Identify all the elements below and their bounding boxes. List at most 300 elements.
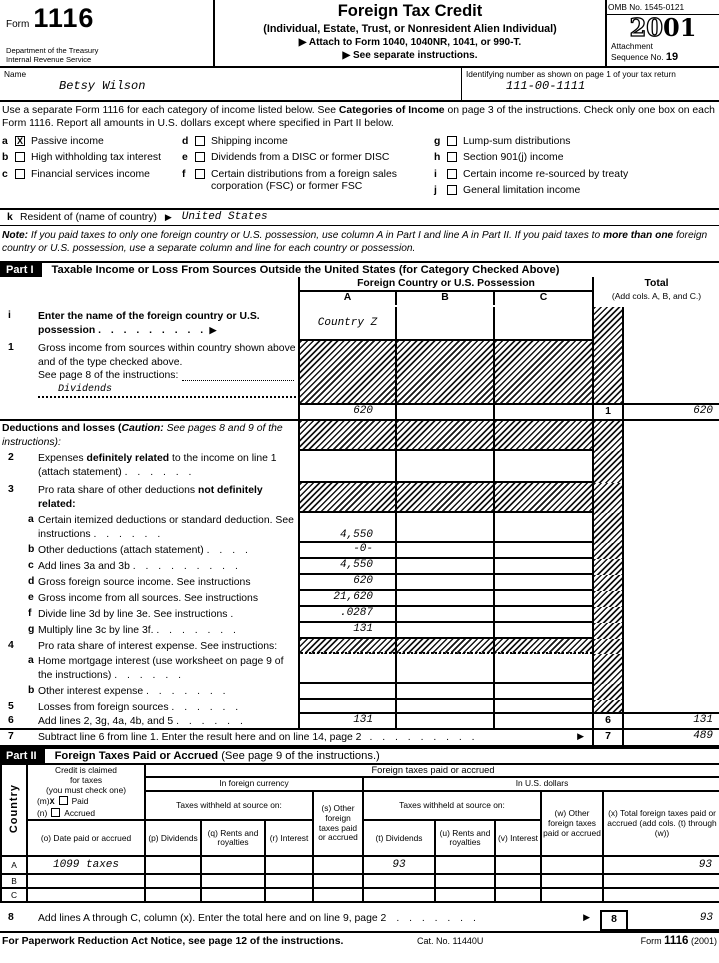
line-2-desc <box>0 451 298 483</box>
line-7-row <box>0 730 719 747</box>
line-8-text <box>38 912 600 931</box>
intro-pre: Use a separate Form 1116 for each category of income listed below. See <box>2 105 337 116</box>
hatched-strip <box>592 451 622 483</box>
line-3-row <box>0 483 719 513</box>
line-5-label: Losses from foreign sources <box>38 702 169 714</box>
line-3a-desc <box>0 513 298 543</box>
block-strip <box>592 307 622 419</box>
line-2-dots: . . . . . . <box>124 466 195 478</box>
row-a-r-input[interactable] <box>265 856 313 874</box>
line-3d-value-a[interactable]: 620 <box>298 575 395 591</box>
total-empty-area <box>622 700 719 714</box>
line-3e-text <box>38 592 298 607</box>
sequence-line <box>611 51 719 65</box>
line-3c-value-c[interactable] <box>493 559 592 575</box>
line-4-label: Pro rata share of interest expense. See instructions: <box>38 641 278 653</box>
line-6-value-b[interactable] <box>395 714 493 728</box>
line-3-pre: Pro rata share of other deductions <box>38 485 196 497</box>
hatched-strip <box>592 607 622 623</box>
row-b-letter: B <box>1 874 27 888</box>
line-3c-value-a[interactable]: 4,550 <box>298 559 395 575</box>
line-5-dots: . . . . . . <box>171 702 242 714</box>
row-c-q-input[interactable] <box>201 888 265 902</box>
line-i-text <box>38 310 298 342</box>
line-7-dots: . . . . . . . . . <box>369 732 479 744</box>
line-3g-value-c[interactable] <box>493 623 592 639</box>
line-3g-desc <box>0 623 298 639</box>
dotted-leader <box>182 369 294 381</box>
country-vertical-label: Country <box>7 784 20 834</box>
id-input[interactable]: 111-00-1111 <box>506 79 586 93</box>
category-d-letter: d <box>182 135 189 147</box>
line-4a-value-a[interactable] <box>298 654 395 684</box>
category-a-letter: a <box>2 135 8 147</box>
row-c-s-input[interactable] <box>313 888 363 902</box>
hatched-area <box>493 639 592 654</box>
foreign-country-group-header <box>298 277 592 307</box>
line-1-desc <box>0 342 298 398</box>
row-c-v-input[interactable] <box>495 888 541 902</box>
line-k-number: k <box>7 211 13 223</box>
line-6-desc <box>0 714 298 728</box>
row-a-t-input[interactable]: 93 <box>363 856 435 874</box>
line-1-value-b[interactable] <box>397 403 493 419</box>
tax-year-prefix: 20 <box>629 13 663 42</box>
total-empty-area <box>622 639 719 654</box>
line-3b-value-b[interactable] <box>395 543 493 559</box>
line-3f-value-c[interactable] <box>493 607 592 623</box>
category-g-checkbox[interactable] <box>447 136 457 146</box>
row-a-date-input[interactable]: 1099 taxes <box>27 856 145 874</box>
total-empty-area <box>622 559 719 575</box>
line-3f-label: Divide line 3d by line 3e. See instructions <box>38 609 228 621</box>
row-c-r-input[interactable] <box>265 888 313 902</box>
attachment-label: Attachment <box>611 41 653 51</box>
line-2-value-a[interactable] <box>298 451 395 483</box>
line-7-number: 7 <box>8 731 14 743</box>
category-j-checkbox[interactable] <box>447 185 457 195</box>
line-3g-text <box>38 624 298 639</box>
line-3e-row <box>0 591 719 607</box>
block-col-c <box>493 307 592 419</box>
note-paragraph <box>0 226 719 262</box>
line-3f-desc <box>0 607 298 623</box>
category-g-label: Lump-sum distributions <box>463 135 571 147</box>
right-arrow-icon: ▶ <box>209 324 217 335</box>
row-b-r-input[interactable] <box>265 874 313 888</box>
category-d-checkbox[interactable] <box>195 136 205 146</box>
row-b-q-input[interactable] <box>201 874 265 888</box>
row-b-v-input[interactable] <box>495 874 541 888</box>
note-bold-1: Note: <box>2 229 29 241</box>
line-6-number: 6 <box>8 715 14 727</box>
line-3a-label: Certain itemized deductions or standard deduction. See instructions <box>38 515 294 540</box>
line-3c-value-b[interactable] <box>395 559 493 575</box>
row-c-p-input[interactable] <box>145 888 201 902</box>
line-4b-desc <box>0 684 298 700</box>
foreign-country-group-title: Foreign Country or U.S. Possession <box>300 277 592 292</box>
line-4b-number: b <box>28 685 35 697</box>
part2-bar <box>0 747 719 763</box>
line-k-input[interactable]: United States <box>181 211 268 224</box>
hatched-area <box>495 341 592 403</box>
total-empty-area <box>622 684 719 700</box>
line-6-dots: . . . . . . <box>176 716 247 728</box>
category-j <box>434 185 717 197</box>
hatched-area <box>397 341 493 403</box>
part1-title: Taxable Income or Loss From Sources Outside the United States (for Category Checked Above) <box>51 264 560 277</box>
line-3f-row <box>0 607 719 623</box>
total-empty-area <box>622 591 719 607</box>
line-3d-desc <box>0 575 298 591</box>
part1-bar <box>0 261 719 277</box>
line-3a-value-a[interactable]: 4,550 <box>339 529 373 542</box>
line-3e-value-c[interactable] <box>493 591 592 607</box>
category-c-label: Financial services income <box>31 168 150 180</box>
line-3a-row <box>0 513 719 543</box>
deductions-rest: See pages 8 and 9 of <box>166 423 266 435</box>
hatched-strip <box>592 591 622 607</box>
line-3g-value-a[interactable]: 131 <box>298 623 395 639</box>
line-3d-text <box>38 576 298 591</box>
category-g <box>434 136 717 148</box>
line-3f-number: f <box>28 608 32 620</box>
row-b-s-input[interactable] <box>313 874 363 888</box>
line-4a-dots: . . . . . . <box>114 669 185 681</box>
omb-block <box>605 0 719 66</box>
line-3e-value-b[interactable] <box>395 591 493 607</box>
line-k-label: Resident of (name of country) <box>20 211 157 223</box>
line-2-bold: definitely related <box>86 453 170 465</box>
hatched-strip <box>592 513 622 543</box>
category-c <box>2 169 182 181</box>
line-6-value-a[interactable]: 131 <box>298 714 395 728</box>
line-1-text2: See page 8 of the instructions: <box>38 370 179 382</box>
m-mark: X <box>49 797 55 808</box>
line-3c-desc <box>0 559 298 575</box>
col-u-header: (u) Rents and royalties <box>435 820 495 856</box>
column-a-header: A <box>343 292 352 304</box>
name-label: Name <box>4 69 27 79</box>
category-b-checkbox[interactable] <box>15 152 25 162</box>
line-4a-value-b[interactable] <box>395 654 493 684</box>
tax-year <box>607 13 719 42</box>
total-empty-area <box>622 451 719 483</box>
line-3d-row <box>0 575 719 591</box>
category-b <box>2 152 182 164</box>
agency-treasury: Department of the Treasury <box>6 45 99 55</box>
category-e-checkbox[interactable] <box>195 152 205 162</box>
line-3e-value-a[interactable]: 21,620 <box>298 591 395 607</box>
line-1-box: 1 <box>594 403 622 419</box>
row-b-x-input[interactable] <box>603 874 719 888</box>
line-3c-row <box>0 559 719 575</box>
row-c-t-input[interactable] <box>363 888 435 902</box>
total-empty-area <box>622 654 719 684</box>
row-c-date-input[interactable] <box>27 888 145 902</box>
part1-block-i-1 <box>0 307 719 421</box>
category-e-label: Dividends from a DISC or former DISC <box>211 152 390 164</box>
paid-checkbox[interactable] <box>59 796 68 805</box>
category-h-checkbox[interactable] <box>447 152 457 162</box>
part2-row-b <box>1 874 719 888</box>
total-column-header <box>592 277 719 307</box>
line-7-desc <box>0 730 592 745</box>
form-subtitle: (Individual, Estate, Trust, or Nonresident Alien Individual) <box>263 23 557 35</box>
line-8-total[interactable]: 93 <box>628 910 719 931</box>
row-a-s-input[interactable] <box>313 856 363 874</box>
line-3f-value-a[interactable]: .0287 <box>298 607 395 623</box>
deductions-header-label <box>2 422 298 451</box>
line-4b-text <box>38 685 298 700</box>
category-c-checkbox[interactable] <box>15 169 25 179</box>
hatched-strip <box>592 543 622 559</box>
line-3g-number: g <box>28 624 35 636</box>
identity-row <box>0 68 719 102</box>
line-8-label: Add lines A through C, column (x). Enter the total here and on line 9, page 2 <box>38 913 387 925</box>
line-8-desc <box>0 910 600 931</box>
footer-form-word: Form <box>640 936 662 947</box>
credit-claimed-cell <box>27 764 145 820</box>
column-letters-row <box>300 292 592 305</box>
line-1-text2-row <box>38 369 296 383</box>
intro-paragraph <box>0 102 719 132</box>
country-column-header <box>1 764 27 856</box>
withheld-foreign-header: Taxes withheld at source on: <box>145 791 313 820</box>
line-5-value-c[interactable] <box>493 700 592 714</box>
form-id-block <box>0 0 215 66</box>
line-4-desc <box>0 639 298 654</box>
line-7-total[interactable]: 489 <box>622 730 719 745</box>
col-q-header: (q) Rents and royalties <box>201 820 265 856</box>
part1-column-header <box>0 277 719 307</box>
line-3f-value-b[interactable] <box>395 607 493 623</box>
line-2-row <box>0 451 719 483</box>
name-cell <box>0 68 461 100</box>
sequence-number: 19 <box>665 51 679 64</box>
deductions-header-row <box>0 421 719 451</box>
hatched-area <box>395 421 493 451</box>
country-name-a-input[interactable]: Country Z <box>300 307 395 341</box>
category-column-2 <box>182 136 434 202</box>
paid-checkbox-row <box>29 796 143 807</box>
total-empty-area <box>622 607 719 623</box>
paperwork-notice: For Paperwork Reduction Act Notice, see page 12 of the instructions. <box>2 936 344 948</box>
col-s-header: (s) Other foreign taxes paid or accrued <box>313 791 363 856</box>
line-3c-text <box>38 560 298 575</box>
row-a-p-input[interactable] <box>145 856 201 874</box>
category-e <box>182 152 434 164</box>
col-p-header: (p) Dividends <box>145 820 201 856</box>
accrued-label: Accrued <box>64 808 95 819</box>
category-i-checkbox[interactable] <box>447 169 457 179</box>
country-name-c-input[interactable] <box>495 307 592 341</box>
part1-header-spacer <box>0 277 298 307</box>
line-i-label: Enter the name of the foreign country or U.S. possession <box>38 311 260 336</box>
row-a-q-input[interactable] <box>201 856 265 874</box>
attachment-sequence <box>607 41 719 65</box>
footer-form-number: 1116 <box>664 935 689 948</box>
form-word: Form <box>6 19 30 30</box>
line-3c-dots: . . . . . . . . . <box>132 561 242 573</box>
block-total <box>622 307 719 419</box>
row-a-u-input[interactable] <box>435 856 495 874</box>
line-5-number: 5 <box>8 701 14 713</box>
foreign-currency-span-header: In foreign currency <box>145 777 363 791</box>
footer-form-year: (2001) <box>690 936 717 947</box>
row-c-w-input[interactable] <box>541 888 603 902</box>
catalog-number: Cat. No. 11440U <box>417 936 484 947</box>
hatched-area <box>395 639 493 654</box>
line-3a-value-c[interactable] <box>493 513 592 543</box>
credit-line-1: Credit is claimed <box>55 765 117 776</box>
credit-line-2: for taxes <box>69 775 103 786</box>
line-1-number: 1 <box>8 342 14 354</box>
line-3b-row <box>0 543 719 559</box>
category-column-1 <box>2 136 182 202</box>
category-b-letter: b <box>2 152 9 164</box>
row-b-date-input[interactable] <box>27 874 145 888</box>
line-5-row <box>0 700 719 714</box>
row-b-u-input[interactable] <box>435 874 495 888</box>
note-bold-2: more than one <box>603 229 674 241</box>
col-r-header: (r) Interest <box>265 820 313 856</box>
line-2-number: 2 <box>8 452 14 464</box>
line-5-desc <box>0 700 298 714</box>
line-4a-text <box>38 655 298 684</box>
line-5-value-b[interactable] <box>395 700 493 714</box>
line-1-value-a[interactable]: 620 <box>300 403 395 419</box>
line-6-value-c[interactable] <box>493 714 592 728</box>
line-3g-value-b[interactable] <box>395 623 493 639</box>
line-1-text <box>38 342 298 398</box>
line-6-box: 6 <box>592 714 622 728</box>
line-3-desc <box>0 483 298 513</box>
line-4b-value-c[interactable] <box>493 684 592 700</box>
line-1-text1: Gross income from sources within country shown above and of the type checked above. <box>38 343 296 368</box>
line-2-pre: Expenses <box>38 453 84 465</box>
line-3b-text <box>38 544 298 559</box>
block-col-a <box>298 307 395 419</box>
line-3a-value-b[interactable] <box>395 513 493 543</box>
row-c-x-input[interactable] <box>603 888 719 902</box>
line-4b-dots: . . . . . . . <box>146 686 230 698</box>
category-h-label: Section 901(j) income <box>463 152 564 164</box>
line-4b-value-b[interactable] <box>395 684 493 700</box>
intro-bold: Categories of Income <box>338 105 445 116</box>
line-2-value-b[interactable] <box>395 451 493 483</box>
hatched-area <box>298 483 395 513</box>
line-6-total[interactable]: 131 <box>622 714 719 728</box>
col-w-header: (w) Other foreign taxes paid or accrued <box>541 791 603 856</box>
row-a-x-input[interactable]: 93 <box>603 856 719 874</box>
form-title: Foreign Tax Credit <box>337 2 483 20</box>
line-3b-number: b <box>28 544 35 556</box>
agency-irs: Internal Revenue Service <box>6 54 92 64</box>
credit-line-3: (you must check one) <box>45 785 127 796</box>
line-i-desc <box>0 308 298 342</box>
line-3e-desc <box>0 591 298 607</box>
line-1-total[interactable]: 620 <box>624 403 719 419</box>
accrued-checkbox[interactable] <box>51 808 60 817</box>
category-d-label: Shipping income <box>211 135 288 147</box>
part2-row-a <box>1 856 719 874</box>
category-a-label: Passive income <box>31 135 104 147</box>
line-k-row <box>0 208 719 226</box>
row-b-w-input[interactable] <box>541 874 603 888</box>
category-b-label: High withholding tax interest <box>31 152 161 164</box>
hatched-area <box>493 421 592 451</box>
row-a-w-input[interactable] <box>541 856 603 874</box>
total-sublabel: (Add cols. A, B, and C.) <box>611 291 702 302</box>
line-4a-row <box>0 654 719 684</box>
category-e-letter: e <box>182 152 188 164</box>
row-b-p-input[interactable] <box>145 874 201 888</box>
hatched-strip <box>592 623 622 639</box>
line-3b-dots: . . . . <box>206 545 252 557</box>
line-7-box: 7 <box>592 730 622 745</box>
hatched-strip <box>592 700 622 714</box>
line-4-row <box>0 639 719 654</box>
category-f-checkbox[interactable] <box>195 169 205 179</box>
category-a-mark: X <box>16 135 23 146</box>
col-t-header: (t) Dividends <box>363 820 435 856</box>
form-number: 1116 <box>33 3 95 33</box>
category-column-3 <box>434 136 717 202</box>
line-3a-text <box>38 514 298 543</box>
hatched-strip <box>592 654 622 684</box>
country-name-b-input[interactable] <box>397 307 493 341</box>
hatched-area <box>298 421 395 451</box>
line-4b-value-a[interactable] <box>298 684 395 700</box>
deductions-header-text <box>0 421 298 451</box>
line-1-entry-input[interactable]: Dividends <box>38 383 296 398</box>
block-desc-stack <box>0 307 298 419</box>
row-b-t-input[interactable] <box>363 874 435 888</box>
line-3d-number: d <box>28 576 35 588</box>
line-3a-value-a-cell <box>298 513 395 543</box>
right-arrow-icon: ▶ <box>164 211 172 222</box>
intro-post: on page 3 of the instructions. Check only one box on each Form 1116. Report all amounts in U.S. dollars except where specified in Part II below. <box>2 105 715 130</box>
line-4-number: 4 <box>8 640 14 652</box>
line-3d-value-b[interactable] <box>395 575 493 591</box>
sequence-label: Sequence No. <box>611 52 664 63</box>
row-a-v-input[interactable] <box>495 856 541 874</box>
total-empty-area <box>622 575 719 591</box>
line-3b-value-c[interactable] <box>493 543 592 559</box>
line-3d-value-c[interactable] <box>493 575 592 591</box>
hatched-strip <box>592 559 622 575</box>
line-4b-label: Other interest expense <box>38 686 144 698</box>
row-c-u-input[interactable] <box>435 888 495 902</box>
category-g-letter: g <box>434 135 441 147</box>
col-x-header: (x) Total foreign taxes paid or accrued (add cols. (t) through (w)) <box>603 791 719 856</box>
name-input[interactable]: Betsy Wilson <box>59 79 146 93</box>
line-4a-value-c[interactable] <box>493 654 592 684</box>
accrued-checkbox-row <box>29 808 143 819</box>
m-label: (m) <box>37 796 50 807</box>
category-a-checkbox[interactable] <box>15 136 25 146</box>
line-3f-dots: . <box>230 609 237 621</box>
line-1-value-c[interactable] <box>495 403 592 419</box>
line-5-value-a[interactable] <box>298 700 395 714</box>
line-3b-desc <box>0 543 298 559</box>
line-2-value-c[interactable] <box>493 451 592 483</box>
line-3b-value-a[interactable]: -0- <box>298 543 395 559</box>
note-italic-1: If you paid taxes to only one foreign country or U.S. possession, use column A in Part I and line A in Part II. If you paid taxes to <box>30 229 601 241</box>
line-8-number: 8 <box>8 912 14 924</box>
category-j-letter: j <box>434 185 437 197</box>
